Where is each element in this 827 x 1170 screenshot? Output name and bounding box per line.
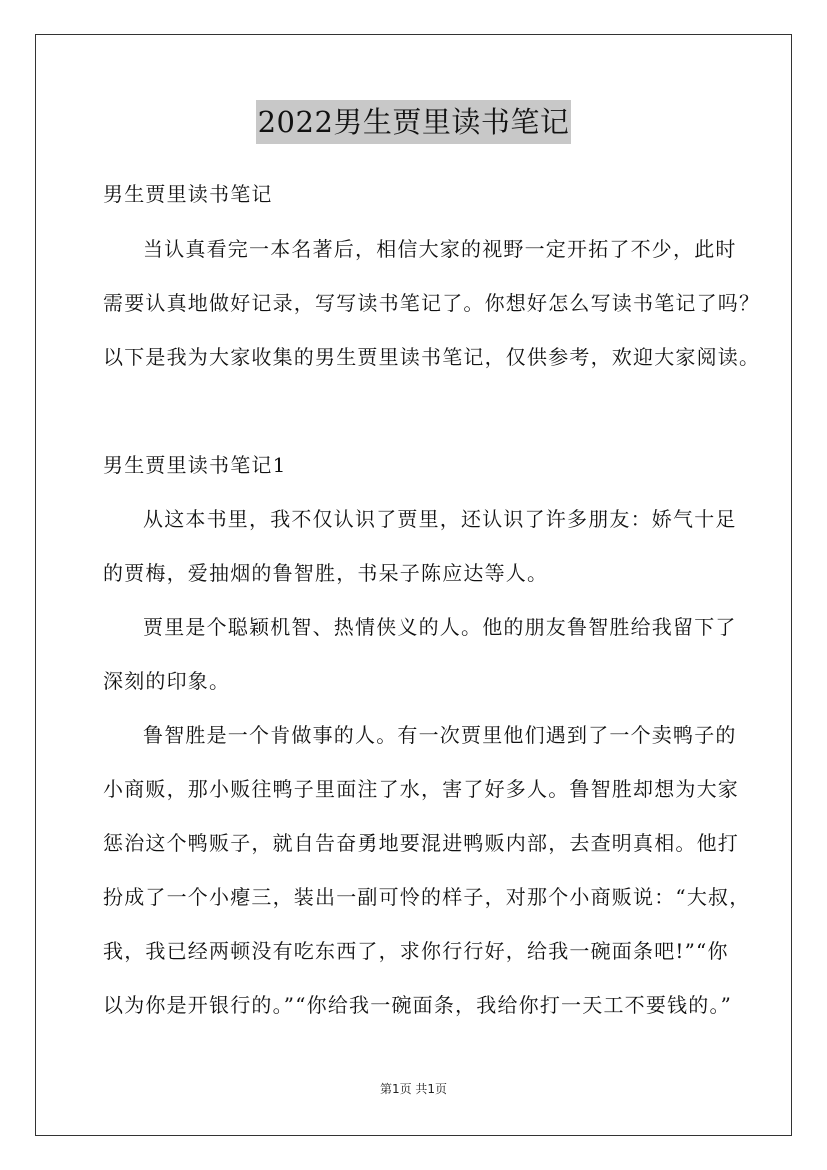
intro-line: 需要认真地做好记录，写写读书笔记了。你想好怎么写读书笔记了吗？ <box>103 291 761 315</box>
body-line: 深刻的印象。 <box>103 669 231 693</box>
body-line: 以为你是开银行的。”“你给我一碗面条，我给你打一天工不要钱的。” <box>103 993 733 1017</box>
body-line: 我，我已经两顿没有吃东西了，求你行行好，给我一碗面条吧!”“你 <box>103 939 729 963</box>
body-line: 扮成了一个小瘪三，装出一副可怜的样子，对那个小商贩说：“大叔， <box>103 885 751 909</box>
document-subtitle: 男生贾里读书笔记 <box>103 182 273 206</box>
intro-line: 当认真看完一本名著后，相信大家的视野一定开拓了不少，此时 <box>143 237 737 261</box>
body-line: 贾里是个聪颖机智、热情侠义的人。他的朋友鲁智胜给我留下了 <box>143 615 737 639</box>
document-title: 2022男生贾里读书笔记 <box>256 100 572 144</box>
body-line: 的贾梅，爱抽烟的鲁智胜，书呆子陈应达等人。 <box>103 561 549 585</box>
intro-line: 以下是我为大家收集的男生贾里读书笔记，仅供参考，欢迎大家阅读。 <box>103 345 761 369</box>
page-footer: 第1页 共1页 <box>379 1082 448 1096</box>
body-line: 鲁智胜是一个肯做事的人。有一次贾里他们遇到了一个卖鸭子的 <box>143 723 737 747</box>
section-heading: 男生贾里读书笔记1 <box>103 453 287 477</box>
body-line: 从这本书里，我不仅认识了贾里，还认识了许多朋友：娇气十足 <box>143 507 737 531</box>
body-line: 惩治这个鸭贩子，就自告奋勇地要混进鸭贩内部，去查明真相。他打 <box>103 831 739 855</box>
body-line: 小商贩，那小贩往鸭子里面注了水，害了好多人。鲁智胜却想为大家 <box>103 777 739 801</box>
title-container <box>0 100 827 144</box>
